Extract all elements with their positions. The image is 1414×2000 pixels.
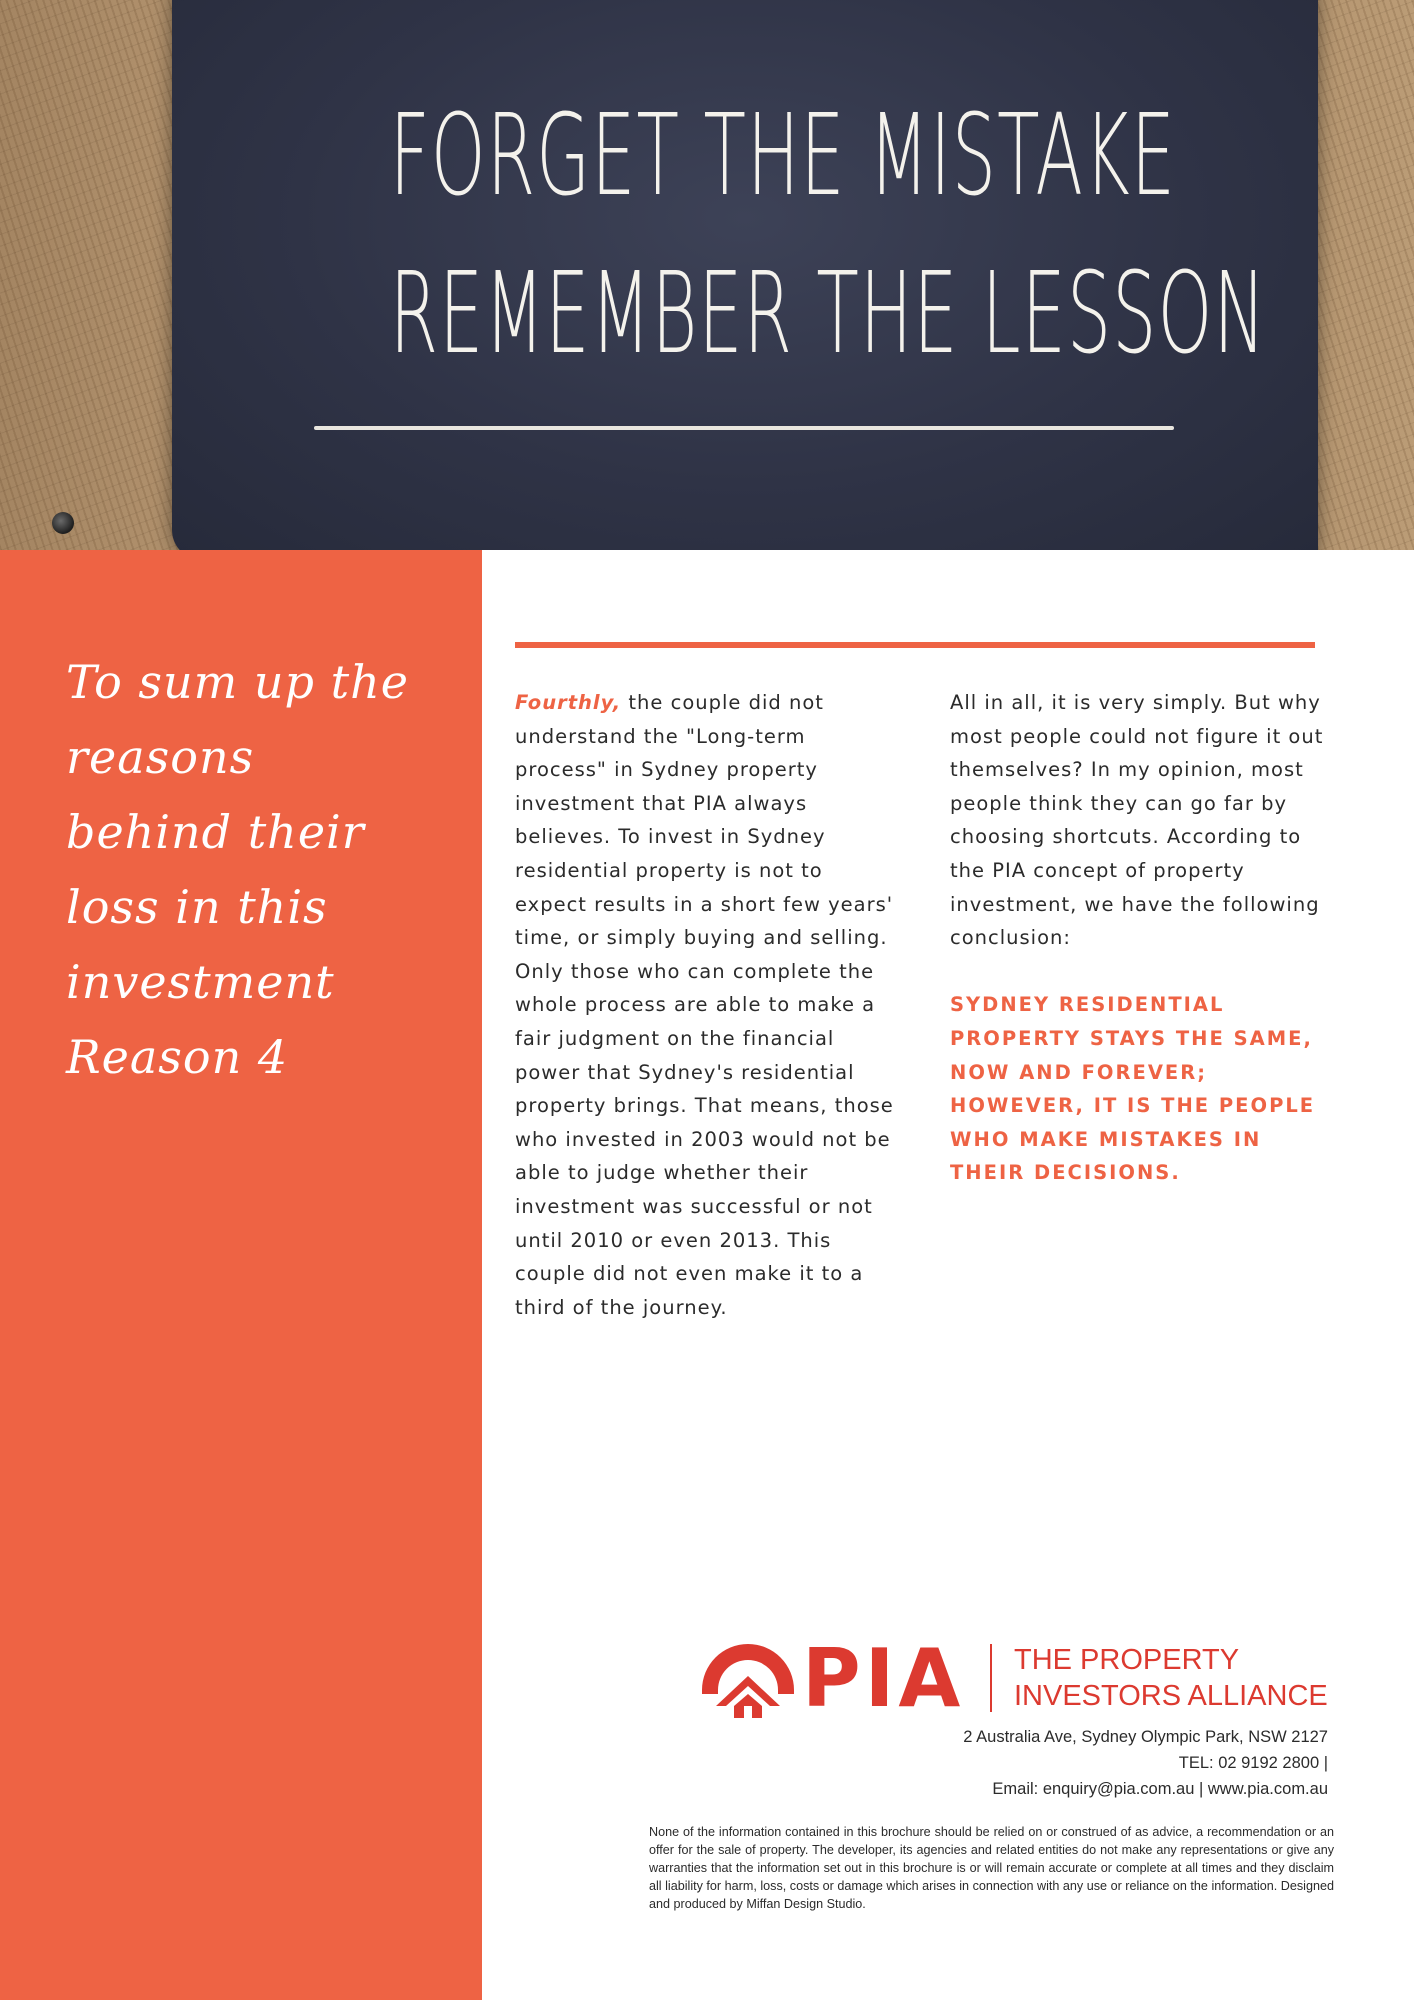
hero-line-2: REMEMBER THE LESSON [389, 249, 1267, 379]
logo-tagline-line: THE PROPERTY [1014, 1644, 1240, 1676]
hero-image [0, 0, 1414, 550]
side-heading-line: To sum up the [66, 655, 409, 709]
pia-logo [698, 1632, 1338, 1725]
paragraph [515, 686, 895, 1324]
logo-wordmark: PIA [802, 1632, 965, 1725]
hero-underline [314, 426, 1174, 430]
email-website: Email: enquiry@pia.com.au | www.pia.com.au [992, 1780, 1328, 1798]
paragraph: All in all, it is very simply. But why most people could not figure it out themselves? In my opinion, most people think they can go far by choosing shortcuts. According to the PIA concept of property investment, we have the following conclusion: [950, 691, 1324, 950]
phone: TEL: 02 9192 2800 | [1178, 1754, 1328, 1772]
logo-divider [990, 1644, 992, 1712]
article-column-1 [515, 686, 895, 1324]
side-heading-line: loss in this [66, 880, 328, 934]
section-divider [515, 642, 1315, 648]
side-heading-line: Reason 4 [66, 1030, 289, 1084]
address: 2 Australia Ave, Sydney Olympic Park, NSW 2127 [963, 1728, 1328, 1746]
logo-tagline-line: INVESTORS ALLIANCE [1014, 1680, 1328, 1712]
chalkboard [172, 0, 1318, 550]
conclusion-callout: SYDNEY RESIDENTIAL PROPERTY STAYS THE SAME, NOW AND FOREVER; HOWEVER, IT IS THE PEOPLE WHO MAKE MISTAKES IN THEIR DECISIONS. [950, 993, 1316, 1185]
side-heading-line: investment [66, 955, 335, 1009]
house-roof-icon [698, 1640, 798, 1720]
side-heading-line: reasons [66, 730, 255, 784]
paragraph-body: the couple did not understand the "Long-term process" in Sydney property investment that PIA always believes. To invest in Sydney residential property is not to expect results in a short few years' time, or simply buying and selling. Only those who can complete the whole process are able to make a fair judgment on the financial power that Sydney's residential property brings. That means, those who invested in 2003 would not be able to judge whether their investment was successful or not until 2010 or even 2013. This couple did not even make it to a third of the journey. [515, 691, 894, 1319]
article-column-2 [950, 686, 1330, 1190]
side-heading-line: behind their [66, 805, 365, 859]
lead-word: Fourthly, [515, 691, 622, 714]
contact-info [728, 1724, 1328, 1802]
side-heading [66, 645, 466, 1095]
logo-tagline [1014, 1642, 1344, 1714]
nail-decoration [52, 512, 74, 534]
disclaimer: None of the information contained in this brochure should be relied on or construed of as advice, a recommendation or an offer for the sale of property. The developer, its agencies and related entities do not make any representations or give any warranties that the information set out in this brochure is or will remain accurate or complete at all times and they disclaim all liability for harm, loss, costs or damage which arises in connection with any use or reliance on the information. Designed and produced by Miffan Design Studio. [649, 1825, 1334, 1911]
hero-line-1: FORGET THE MISTAKE [389, 91, 1177, 221]
side-panel [0, 550, 482, 2000]
